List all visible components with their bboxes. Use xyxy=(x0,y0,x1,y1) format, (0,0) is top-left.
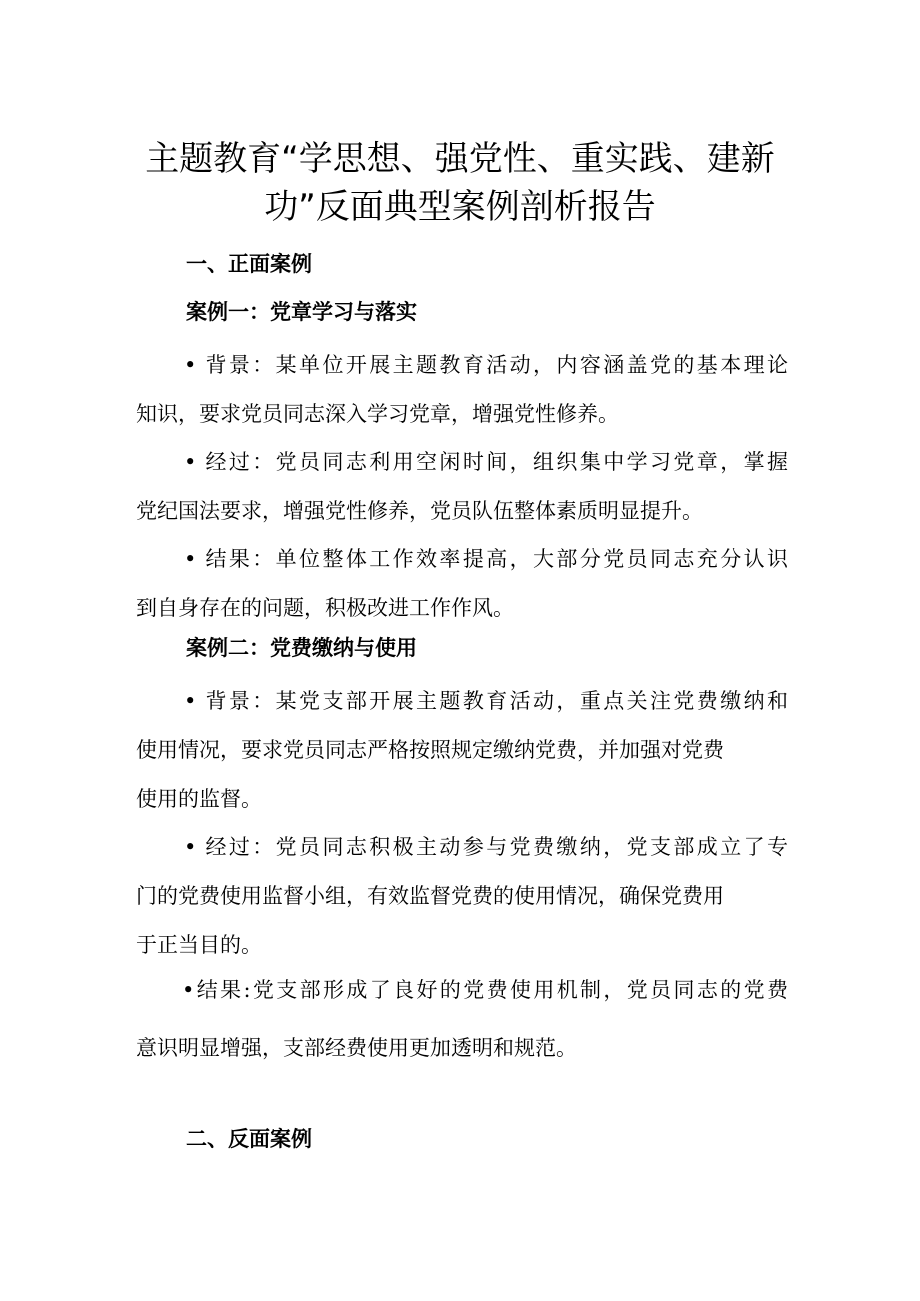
paragraph-line: 使用情况，要求党员同志严格按照规定缴纳党费，并加强对党费 xyxy=(136,738,724,762)
paragraph-line: 党纪国法要求，增强党性修养，党员队伍整体素质明显提升。 xyxy=(136,499,703,523)
paragraph-line: 于正当目的。 xyxy=(136,933,262,957)
paragraph-line: • 经过：党员同志积极主动参与党费缴纳，党支部成立了专 xyxy=(184,835,788,859)
paragraph-line: 到自身存在的问题，积极改进工作作风。 xyxy=(136,596,514,620)
document-title-line-2: 功”反面典型案例剖析报告 xyxy=(264,187,656,227)
paragraph-line: 知识，要求党员同志深入学习党章，增强党性修养。 xyxy=(136,402,619,426)
case-2-process-paragraph xyxy=(136,823,788,970)
paragraph-line: • 结果：单位整体工作效率提高，大部分党员同志充分认识 xyxy=(184,547,788,571)
case-1-heading: 案例一：党章学习与落实 xyxy=(186,300,417,324)
paragraph-line: 意识明显增强，支部经费使用更加透明和规范。 xyxy=(136,1036,577,1060)
case-2-background-paragraph xyxy=(136,677,788,824)
paragraph-line: • 背景：某单位开展主题教育活动，内容涵盖党的基本理论 xyxy=(184,353,788,377)
paragraph-line: 使用的监督。 xyxy=(136,787,262,811)
document-title-line-1: 主题教育“学思想、强党性、重实践、建新 xyxy=(145,139,775,179)
paragraph-line: • 背景：某党支部开展主题教育活动，重点关注党费缴纳和 xyxy=(184,689,788,713)
case-1-result-paragraph xyxy=(136,535,788,633)
section-heading-positive-cases: 一、正面案例 xyxy=(186,252,312,276)
case-1-background-paragraph xyxy=(136,341,788,439)
paragraph-line: 门的党费使用监督小组，有效监督党费的使用情况，确保党费用 xyxy=(136,884,724,908)
section-heading-negative-cases: 二、反面案例 xyxy=(186,1127,312,1151)
case-2-result-paragraph xyxy=(136,961,788,1077)
paragraph-line: •结果:党支部形成了良好的党费使用机制，党员同志的党费 xyxy=(182,978,788,1002)
paragraph-line: • 经过：党员同志利用空闲时间，组织集中学习党章，掌握 xyxy=(184,450,788,474)
case-1-process-paragraph xyxy=(136,438,788,536)
case-2-heading: 案例二：党费缴纳与使用 xyxy=(186,636,417,660)
